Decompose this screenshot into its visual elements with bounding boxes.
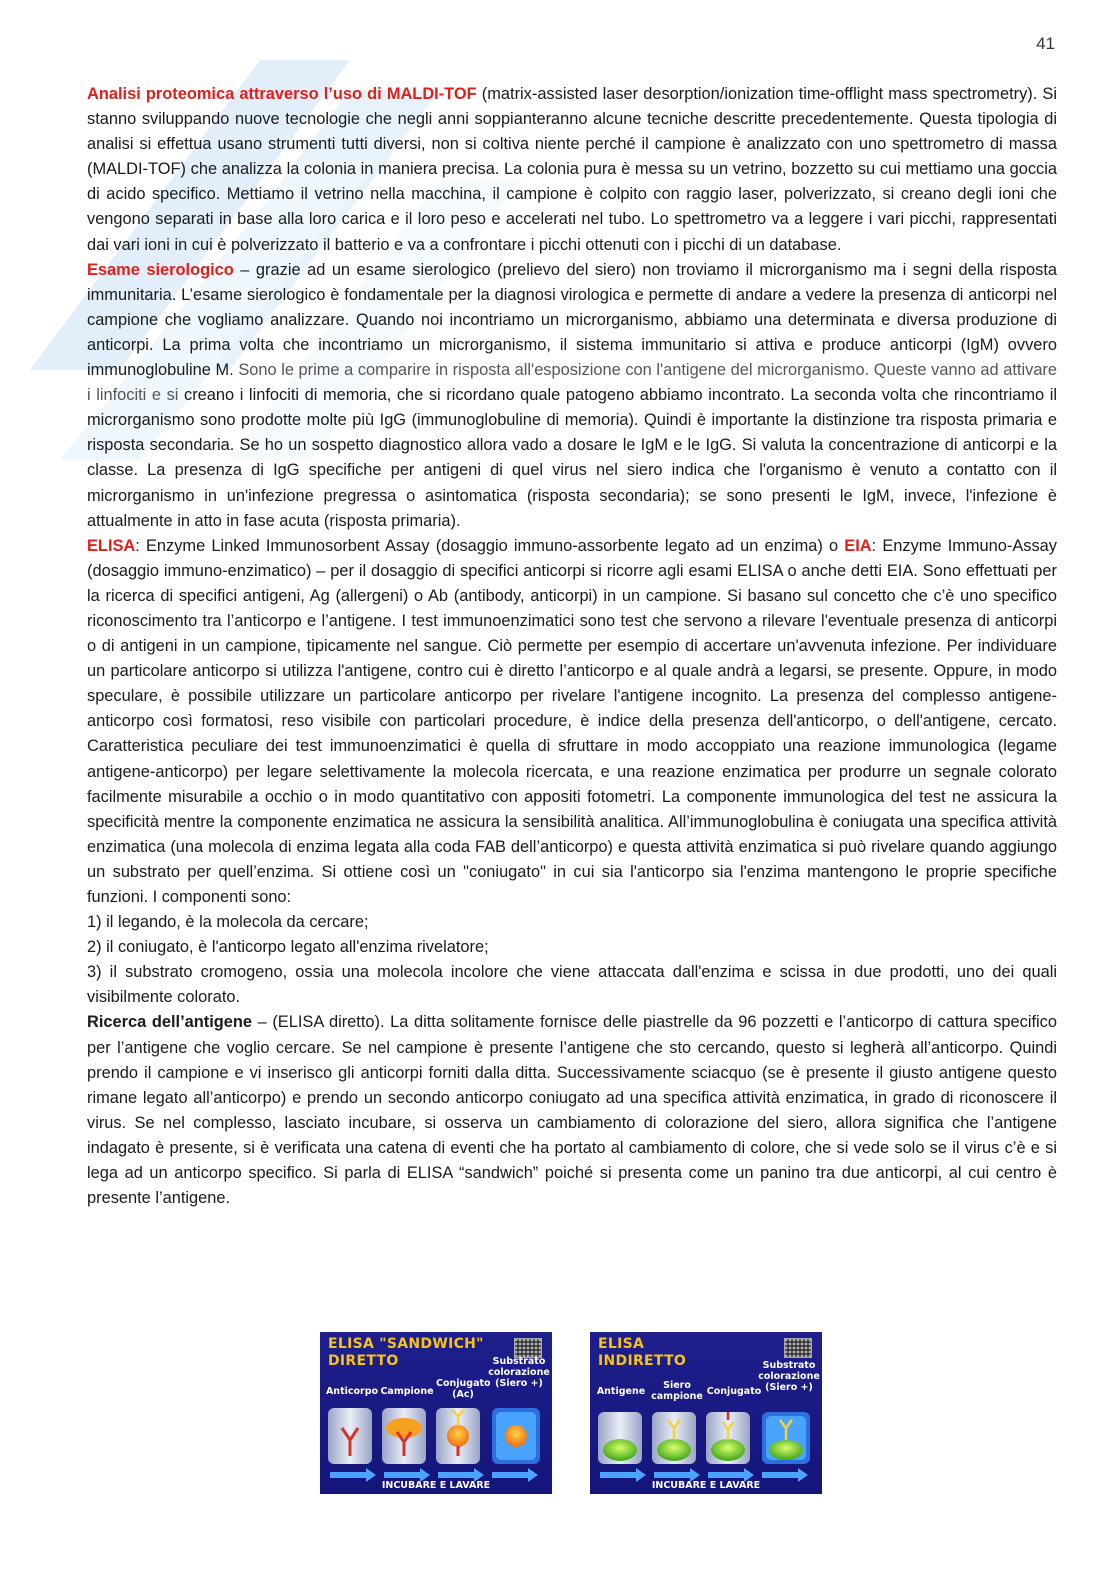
label-campione: Campione — [380, 1386, 434, 1397]
heading-maldi-tof: Analisi proteomica attraverso l’uso di MALDI-TOF — [87, 85, 477, 103]
list-item: 3) il substrato cromogeno, ossia una molecola incolore che viene attaccata dall'enzima e scissa in due prodotti, uno dei quali visibilmente colorato. — [87, 963, 1057, 1007]
paragraph-esame-sierologico — [87, 258, 1057, 534]
figures-row — [0, 1332, 1117, 1496]
label-substrato: Substrato colorazione (Siero +) — [488, 1356, 550, 1389]
label-siero-campione: Siero campione — [651, 1380, 703, 1402]
label-conjugato: Conjugato — [706, 1386, 762, 1397]
well-3 — [436, 1408, 480, 1464]
heading-elisa: ELISA — [87, 536, 136, 555]
qr-code-icon — [514, 1338, 542, 1358]
figure-elisa-indiretto-title — [598, 1336, 686, 1370]
label-anticorpo: Anticorpo — [325, 1386, 379, 1397]
list-item: 1) il legando, è la molecola da cercare; — [87, 913, 369, 932]
ricerca-antigene-text: – (ELISA diretto). La ditta solitamente fornisce delle piastrelle da 96 pozzetti e l’anticorpo di cattura specifico per l’antigene che voglio cercare. Se nel campione è presente l’antigene che sto cercando, questo si legherà all’anticorpo. Quindi prendo il campione e vi inserisco gli anticorpi forniti dalla ditta. Successivamente sciacquo (se è presente il giusto antigene questo rimane legato all’anticorpo) e prendo un secondo anticorpo coniugato ad una specifica attività enzimatica, in grado di riconoscere il virus. Se nel complesso, lasciato incubare, si osserva un cambiamento di colorazione del siero, allora significa che l’antigene indagato è presente, si è verificata una catena di eventi che ha portato al cambiamento di colore, che si vede solo se il virus c’è e si lega ad un anticorpo specifico. Si parla di ELISA “sandwich” poiché si presenta come un panino tra due anticorpi, al cui centro è presente l’antigene. — [87, 1013, 1057, 1208]
sierologico-text-a: – grazie ad un esame sierologico (prelievo del siero) non troviamo il microrganismo ma i segni della risposta immunitaria. L’esame sierologico è fondamentale per la diagnosi virologica e permette di andare a vedere la presenza di anticorpi nel campione che vogliamo analizzare. Quando noi incontriamo un microrganismo, abbiamo una determinata e diversa produzione di anticorpi. La prima volta che incontriamo un microrganismo, il sistema immunitario si attiva e produce anticorpi (IgM) ovvero immunoglobuline M. — [87, 260, 1057, 380]
paragraph-maldi-tof — [87, 82, 1057, 258]
figure-elisa-indiretto — [590, 1332, 822, 1494]
label-conjugato: Conjugato (Ac) — [436, 1378, 491, 1400]
maldi-tof-text: (matrix-assisted laser desorption/ionization time-offlight mass spectrometry). Si stanno sviluppando nuove tecnologie che negli anni soppianteranno alcune tecniche descritte precedentemente. Questa tipologia di analisi si effettua usano strumenti tutti diversi, non si coltiva niente perché il campione è analizzato con uno spettrometro di massa (MALDI-TOF) che analizza la colonia in maniera precisa. La colonia pura è messa su un vetrino, bozzetto su cui mettiamo una goccia di acido specifico. Mettiamo il vetrino nella macchina, il campione è colpito con raggio laser, polverizzato, si creano degli ioni che vengono separati in base alla loro carica e il loro peso e accelerati nel tubo. Lo spettrometro va a leggere i vari picchi, rappresentati dai vari ioni in cui è polverizzato il batterio e va a confrontare i picchi ottenuti con i picchi di un database. — [87, 85, 1057, 254]
figure-title-line: DIRETTO — [328, 1353, 399, 1369]
figure-elisa-sandwich-title — [328, 1336, 484, 1370]
well-2 — [382, 1408, 426, 1464]
label-antigene: Antigene — [596, 1386, 646, 1397]
list-item: 2) il coniugato, è l'anticorpo legato all'enzima rivelatore; — [87, 938, 489, 957]
heading-esame-sierologico: Esame sierologico — [87, 260, 234, 279]
heading-ricerca-antigene: Ricerca dell’antigene — [87, 1013, 253, 1032]
figure-elisa-sandwich — [320, 1332, 552, 1494]
figure-footer: INCUBARE E LAVARE — [651, 1480, 761, 1491]
figure-title-line: ELISA "SANDWICH" — [328, 1336, 484, 1352]
page-number: 41 — [1036, 34, 1055, 53]
label-substrato: Substrato colorazione (Siero +) — [758, 1360, 820, 1393]
heading-eia: EIA — [844, 536, 872, 555]
well-4 — [762, 1412, 810, 1464]
elisa-text-a: : Enzyme Linked Immunosorbent Assay (dosaggio immuno-assorbente legato ad un enzima) o — [135, 536, 845, 555]
well-1 — [328, 1408, 372, 1464]
elisa-text-b: : Enzyme Immuno-Assay (dosaggio immuno-enzimatico) – per il dosaggio di specifici anticorpi si ricorre agli esami ELISA o anche detti EIA. Sono effettuati per la ricerca di specifici antigeni, Ag (allergeni) o Ab (antibody, anticorpi) in un campione. Si basano sul concetto che c’è uno specifico riconoscimento tra l’anticorpo e l’antigene. I test immunoenzimatici sono test che servono a rilevare l'eventuale presenza di anticorpi o di antigeni in un campione, tipicamente nel sangue. Ciò permette per esempio di accertare un'avvenuta infezione. Per individuare un particolare anticorpo si utilizza l'antigene, contro cui è diretto l’anticorpo e al quale andrà a legarsi, se presente. Oppure, in modo speculare, è possibile utilizzare un particolare anticorpo per rivelare l'antigene incognito. La presenza del complesso antigene-anticorpo così formatosi, reso visibile con particolari procedure, è indice della presenza dell'anticorpo, o dell'antigene, cercato. Caratteristica peculiare dei test immunoenzimatici è quella di sfruttare in modo accoppiato una reazione immunologica (legame antigene-anticorpo) per legare selettivamente la molecola ricercata, e una reazione enzimatica per produrre un segnale colorato facilmente misurabile a occhio o in modo quantitativo con appositi fotometri. La componente immunologica del test ne assicura la specificità mentre la componente enzimatica ne assicura la sensibilità analitica. All’immunoglobulina è coniugata una specifica attività enzimatica (una molecola di enzima legata alla coda FAB dell’anticorpo) e questa attività enzimatica si può rivelare quando aggiungo un substrato per quell’enzima. Si ottiene così un "coniugato" in cui sia l'anticorpo sia l'enzima mantengono le proprie specifiche funzioni. I componenti sono: — [87, 536, 1057, 906]
paragraph-elisa — [87, 534, 1057, 910]
sierologico-text-b: creano i linfociti di memoria, che si ricordano quale patogeno abbiamo incontrato. La seconda volta che rincontriamo il microrganismo sono prodotte molte più IgG (immunoglobuline di memoria). Quindi è importante la distinzione tra risposta primaria e risposta secondaria. Se ho un sospetto diagnostico allora vado a dosare le IgM e le IgG. Si valuta la concentrazione di anticorpi e la classe. La presenza di IgG specifiche per antigeni di quel virus nel siero indica che l'organismo è venuto a contatto con il microrganismo in un'infezione pregressa o asintomatica (risposta secondaria); se sono presenti le IgM, invece, l'infezione è attualmente in atto in fase acuta (risposta primaria). — [87, 386, 1057, 530]
figure-footer: INCUBARE E LAVARE — [381, 1480, 491, 1491]
figure-title-line: ELISA — [598, 1336, 645, 1352]
sierologico-text-gray: Sono le prime a comparire in risposta all'esposizione con l'antigene del microrganismo. Queste vanno ad attivare i linfociti e si — [87, 361, 1058, 405]
well-4 — [492, 1408, 540, 1464]
paragraph-ricerca-antigene — [87, 1010, 1057, 1211]
figure-title-line: INDIRETTO — [598, 1353, 687, 1369]
well-3 — [706, 1412, 750, 1464]
well-1 — [598, 1412, 642, 1464]
document-body — [87, 82, 1057, 1211]
well-2 — [652, 1412, 696, 1464]
qr-code-icon — [784, 1338, 812, 1358]
